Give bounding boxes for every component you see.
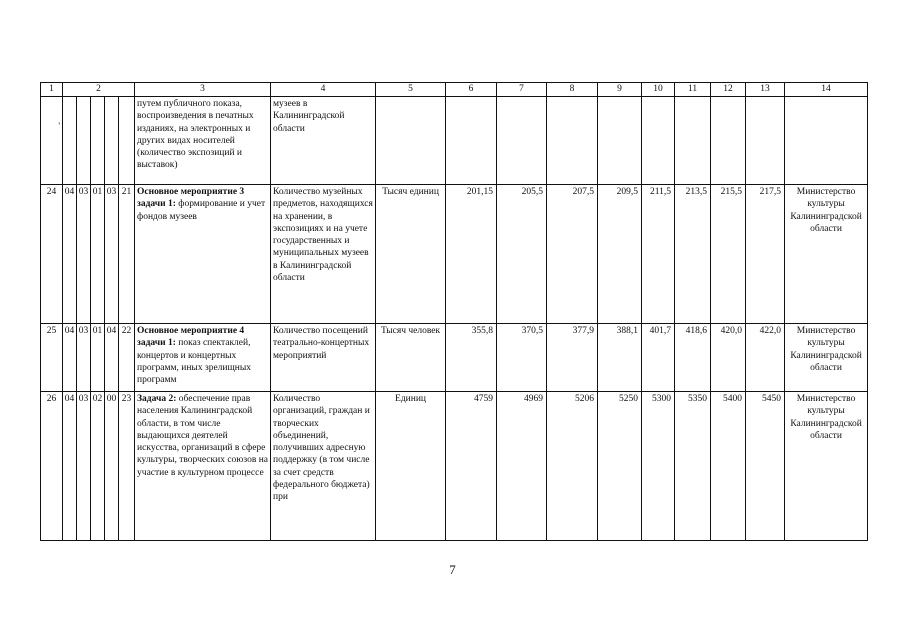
header-col-4: 4 xyxy=(271,83,376,97)
header-col-1: 1 xyxy=(41,83,63,97)
code-cell: 22 xyxy=(119,324,135,392)
description-cell xyxy=(135,324,271,392)
indicator-cell: Количество организаций, граждан и творческих объединений, получивших адресную поддержку (в том числе за счет средств федерального бюджета) при xyxy=(271,392,376,541)
unit-cell xyxy=(376,97,446,185)
row-number-cell: 24 xyxy=(41,185,63,324)
value-cell xyxy=(598,97,642,185)
value-cell: 420,0 xyxy=(711,324,746,392)
description-heading: Основное мероприятие 3 задачи 1: xyxy=(137,187,245,210)
responsible-cell: Министерство культуры Калининградской области xyxy=(785,392,868,541)
table-row-continuation xyxy=(41,97,868,185)
value-cell xyxy=(446,97,497,185)
header-col-13: 13 xyxy=(746,83,785,97)
value-cell: 401,7 xyxy=(642,324,675,392)
code-cell xyxy=(105,97,119,185)
row-number-cell: 26 xyxy=(41,392,63,541)
row-number-cell xyxy=(41,97,63,185)
code-cell: 21 xyxy=(119,185,135,324)
value-cell: 209,5 xyxy=(598,185,642,324)
code-cell: 03 xyxy=(77,185,91,324)
description-heading: Основное мероприятие 4 задачи 1: xyxy=(137,326,245,349)
value-cell: 355,8 xyxy=(446,324,497,392)
value-cell: 422,0 xyxy=(746,324,785,392)
header-row xyxy=(41,83,868,97)
margin-mark: ' xyxy=(58,121,60,131)
code-cell: 04 xyxy=(63,185,77,324)
code-cell: 01 xyxy=(91,185,105,324)
table-row xyxy=(41,324,868,392)
value-cell xyxy=(547,97,598,185)
code-cell: 03 xyxy=(77,392,91,541)
table-row xyxy=(41,185,868,324)
value-cell: 215,5 xyxy=(711,185,746,324)
header-col-3: 3 xyxy=(135,83,271,97)
value-cell: 370,5 xyxy=(497,324,547,392)
value-cell xyxy=(642,97,675,185)
unit-cell: Тысяч человек xyxy=(376,324,446,392)
value-cell xyxy=(675,97,711,185)
code-cell xyxy=(119,97,135,185)
value-cell: 5206 xyxy=(547,392,598,541)
code-cell: 01 xyxy=(91,324,105,392)
unit-cell: Тысяч единиц xyxy=(376,185,446,324)
value-cell xyxy=(497,97,547,185)
header-col-6: 6 xyxy=(446,83,497,97)
row-number-cell: 25 xyxy=(41,324,63,392)
value-cell: 5250 xyxy=(598,392,642,541)
header-col-2: 2 xyxy=(63,83,135,97)
code-cell xyxy=(91,97,105,185)
value-cell: 213,5 xyxy=(675,185,711,324)
header-col-14: 14 xyxy=(785,83,868,97)
value-cell xyxy=(746,97,785,185)
indicator-cell: Количество посещений театрально-концертных мероприятий xyxy=(271,324,376,392)
page-number: 7 xyxy=(449,562,456,577)
description-cell xyxy=(135,392,271,541)
value-cell: 211,5 xyxy=(642,185,675,324)
value-cell: 4969 xyxy=(497,392,547,541)
value-cell: 5300 xyxy=(642,392,675,541)
value-cell: 205,5 xyxy=(497,185,547,324)
responsible-cell: Министерство культуры Калининградской области xyxy=(785,324,868,392)
code-cell: 04 xyxy=(105,324,119,392)
header-col-8: 8 xyxy=(547,83,598,97)
value-cell: 4759 xyxy=(446,392,497,541)
header-col-12: 12 xyxy=(711,83,746,97)
header-col-10: 10 xyxy=(642,83,675,97)
code-cell: 02 xyxy=(91,392,105,541)
header-col-9: 9 xyxy=(598,83,642,97)
description-heading: Задача 2: xyxy=(137,394,177,404)
code-cell xyxy=(63,97,77,185)
value-cell: 5400 xyxy=(711,392,746,541)
value-cell: 5450 xyxy=(746,392,785,541)
code-cell: 00 xyxy=(105,392,119,541)
value-cell: 377,9 xyxy=(547,324,598,392)
responsible-cell xyxy=(785,97,868,185)
value-cell: 207,5 xyxy=(547,185,598,324)
header-col-5: 5 xyxy=(376,83,446,97)
value-cell: 201,15 xyxy=(446,185,497,324)
code-cell: 03 xyxy=(105,185,119,324)
description-cell: путем публичного показа, воспроизведения в печатных изданиях, на электронных и других видах носителей (количество экспозиций и выставок) xyxy=(135,97,271,185)
description-text: обеспечение прав населения Калининградской области, в том числе выдающихся деятелей искусства, организаций в сфере культуры, творческих союзов на участие в культурном процессе xyxy=(137,394,269,478)
indicators-table xyxy=(40,82,868,541)
value-cell: 5350 xyxy=(675,392,711,541)
header-col-11: 11 xyxy=(675,83,711,97)
header-col-7: 7 xyxy=(497,83,547,97)
code-cell: 04 xyxy=(63,324,77,392)
indicator-cell: музеев в Калининградской области xyxy=(271,97,376,185)
indicator-cell: Количество музейных предметов, находящихся на хранении, в экспозициях и на учете государственных и муниципальных музеев в Калининградской области xyxy=(271,185,376,324)
code-cell: 23 xyxy=(119,392,135,541)
value-cell: 418,6 xyxy=(675,324,711,392)
code-cell: 04 xyxy=(63,392,77,541)
description-cell xyxy=(135,185,271,324)
value-cell: 388,1 xyxy=(598,324,642,392)
value-cell xyxy=(711,97,746,185)
description-text: показ спектаклей, концертов и концертных программ, иных зрелищных программ xyxy=(137,338,252,386)
unit-cell: Единиц xyxy=(376,392,446,541)
code-cell xyxy=(77,97,91,185)
table-row xyxy=(41,392,868,541)
description-text: формирование и учет фондов музеев xyxy=(137,199,266,222)
responsible-cell: Министерство культуры Калининградской области xyxy=(785,185,868,324)
code-cell: 03 xyxy=(77,324,91,392)
value-cell: 217,5 xyxy=(746,185,785,324)
